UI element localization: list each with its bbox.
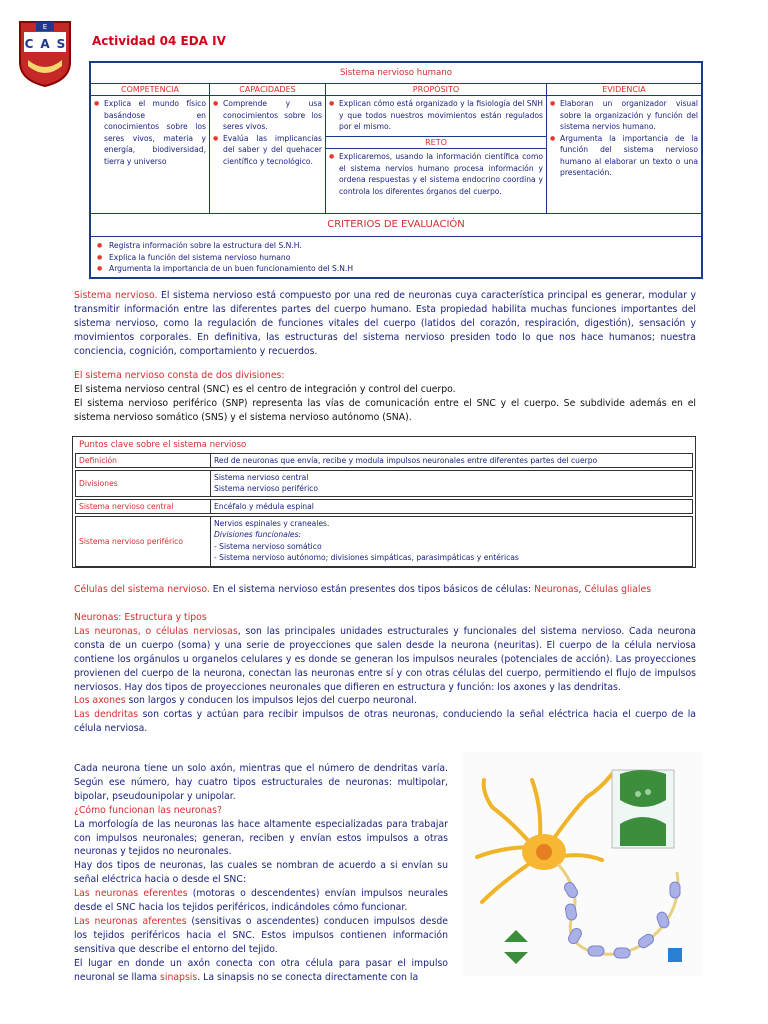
divisions-section [74,369,696,425]
neurons-text: , son las principales unidades estructurales y funcionales del sistema nervioso. Cada neurona consta de un cuerpo (soma) y una serie de proyecciones que salen desde la neurona (neuritas). El cuerpo de la célula nerviosa contiene los orgánulos u organelos celulares y es donde se generan los impulsos neurales (potenciales de acción). Las proyecciones provienen del cuerpo de la neurona, conectan las neuronas entre sí y con otras células del cuerpo, permitiendo el flujo de impulsos nerviosos. Hay dos tipos de proyecciones neuronales que difieren en estructura y función: los axones y las dendritas. [74,625,697,693]
row-value [211,516,693,567]
cells-term: Células del sistema nervioso. [74,584,210,595]
proposito-cell [326,96,547,213]
axons-paragraph [74,694,696,708]
neuron-function-section [74,762,448,985]
svg-text:A: A [40,37,50,51]
evidencia-cell [547,96,701,213]
cells-sep: , [578,584,585,595]
row-label: Sistema nervioso periférico [75,516,211,567]
capacidad-item: ● Comprende y usa conocimientos sobre los seres vivos. [223,98,322,133]
cells-text: En el sistema nervioso están presentes dos tipos básicos de células: [209,584,535,595]
svg-text:S: S [56,37,66,51]
header-evidencia: EVIDENCIA [602,85,646,94]
svg-text:E: E [42,23,48,31]
dendrites-paragraph [74,708,696,736]
row-line: Nervios espinales y craneales. [214,519,330,528]
row-line: Encéfalo y médula espinal [214,501,314,511]
table-header-row [91,84,701,96]
neurons-title: Neuronas: Estructura y tipos [74,612,207,623]
criteria-item: ● Explica la función del sistema nervioso humano [109,252,701,264]
competency-table [89,61,703,279]
neuron-question: ¿Cómo funcionan las neuronas? [74,804,222,816]
afferent-term: Las neuronas aferentes [74,915,187,927]
neuron-illustration [462,752,702,976]
school-logo [16,18,74,88]
axons-term: Los axones [74,695,126,707]
row-value [211,453,693,468]
divisions-snc: El sistema nervioso central (SNC) es el centro de integración y control del cuerpo. [74,383,456,395]
intro-text: El sistema nervioso está compuesto por una red de neuronas cuya característica principal es generar, modular y transmitir información entre las diferentes partes del cuerpo humano. Esta propiedad habilita muchas funciones importantes del sistema nervioso, como la regulación de funciones vitales del cuerpo (latidos del corazón, respiración, digestión), sensación y movimientos corporales. En definitiva, las estructuras del sistema nervioso presiden todo lo que nos hace humanos; nuestra conciencia, cognición, comportamiento y recuerdos. [74,290,696,357]
header-proposito: PROPÓSITO [326,84,547,95]
morphology-paragraph: La morfología de las neuronas las hace altamente especializadas para trabajar con impulsos neuronales; generan, reciben y envían estos impulsos a otras neuronas y tejidos no neuronales. [74,818,448,858]
dendrites-term: Las dendritas [74,709,139,721]
divisions-title: El sistema nervioso consta de dos divisiones: [74,370,285,381]
intro-term: Sistema nervioso. [74,290,158,301]
synapse-paragraph [74,957,448,985]
table-row [75,470,693,497]
activity-title: Actividad 04 EDA IV [92,34,226,48]
neuron-types-paragraph: Cada neurona tiene un solo axón, mientras que el número de dendritas varía. Según ese número, hay cuatro tipos estructurales de neuronas: multipolar, bipolar, pseudounipolar y unipolar. [74,763,448,802]
row-label: Definición [75,453,211,468]
row-line: Sistema nervioso periférico [214,484,318,494]
cells-gliales: Células gliales [584,584,652,595]
neurons-section [74,611,696,736]
criteria-header: CRITERIOS DE EVALUACIÓN [91,214,701,237]
criteria-item: ● Argumenta la importancia de un buen funcionamiento del S.N.H [109,263,701,275]
synapse-term: sinapsis [160,971,198,983]
afferent-text: (sensitivas o ascendentes) conducen impulsos desde los tejidos periféricos hacia el SNC. Estos impulsos contienen información sensitiva que describe el entorno del tejido. [74,915,448,955]
table-row [75,453,693,468]
neurons-term: Las neuronas, o células nerviosas [74,625,238,637]
key-points-title: Puntos clave sobre el sistema nervioso [79,440,247,450]
cells-neuronas: Neuronas [534,584,579,595]
capacidades-cell [210,96,326,213]
competencia-item: ● Explica el mundo físico basándose en conocimientos sobre los seres vivos, materia y energía, biodiversidad, tierra y universo [104,98,206,167]
efferent-paragraph [74,887,448,915]
criteria-list [91,237,701,277]
dendrites-text: son cortas y actúan para recibir impulsos de otras neuronas, conduciendo la señal eléctrica hacia el cuerpo de la célula nerviosa. [74,709,696,735]
evidencia-item: ● Elaboran un organizador visual sobre la organización y función del sistema nervios humano. [560,98,698,133]
table-row [75,516,693,567]
row-value [211,499,693,514]
neurons-paragraph [74,625,696,695]
table-row [75,499,693,514]
synapse-text-a: El lugar en donde un axón conecta con otra célula para pasar el impulso neuronal se llama [74,957,448,983]
row-line: Sistema nervioso central [214,473,309,482]
reto-item: ● Explicaremos, usando la información científica como el sistema nervios humano procesa información y ordena respuestas y el sistema endocrino coordina y controla los diferentes órganos del cuerpo. [339,151,543,197]
criteria-item: ● Registra información sobre la estructura del S.N.H. [109,240,701,252]
capacidad-item: ● Evalúa las implicancias del saber y del quehacer científico y tecnológico. [223,133,322,168]
reto-header: RETO [326,136,546,149]
row-line: - Sistema nervioso autónomo; divisiones simpáticas, parasimpáticas y entéricas [214,553,519,563]
row-label: Divisiones [75,470,211,497]
axons-text: son largos y conducen los impulsos lejos del cuerpo neuronal. [125,695,417,707]
evidencia-item: ● Argumenta la importancia de la función del sistema nervioso humano al elaborar un texto o una presentación. [560,133,698,179]
cells-sentence [74,583,724,597]
key-points-table [72,436,696,568]
table-body-row [91,96,701,214]
svg-text:C: C [24,37,34,51]
synapse-text-b: . La sinapsis no se conecta directamente con la [197,971,419,983]
header-capacidades: CAPACIDADES [210,84,326,95]
header-competencia: COMPETENCIA [91,84,210,95]
row-line: Divisiones funcionales: [214,530,302,540]
row-label: Sistema nervioso central [75,499,211,514]
table-caption: Sistema nervioso humano [91,63,701,84]
row-value [211,470,693,497]
proposito-item: ● Explican cómo está organizado y la fisiología del SNH y que todos nuestros movimientos están regulados por el mismo. [339,98,543,133]
row-line: Red de neuronas que envía, recibe y modula impulsos neuronales entre diferentes partes del cuerpo [214,455,598,465]
intro-paragraph [74,289,696,359]
row-line: - Sistema nervioso somático [214,541,322,551]
competencia-cell [91,96,210,213]
divisions-snp: El sistema nervioso periférico (SNP) representa las vías de comunicación entre el SNC y el cuerpo. Se subdivide además en el sistema nervioso somático (SNS) y el sistema nervioso autónomo (SNA). [74,397,696,423]
efferent-term: Las neuronas eferentes [74,888,188,900]
afferent-paragraph [74,915,448,957]
neuron-kinds-paragraph: Hay dos tipos de neuronas, las cuales se nombran de acuerdo a si envían su señal eléctrica hacia o desde el SNC: [74,860,448,886]
efferent-text: (motoras o descendentes) envían impulsos neurales desde el SNC hacia los tejidos periféricos, indicándoles cómo funcionar. [74,888,449,914]
